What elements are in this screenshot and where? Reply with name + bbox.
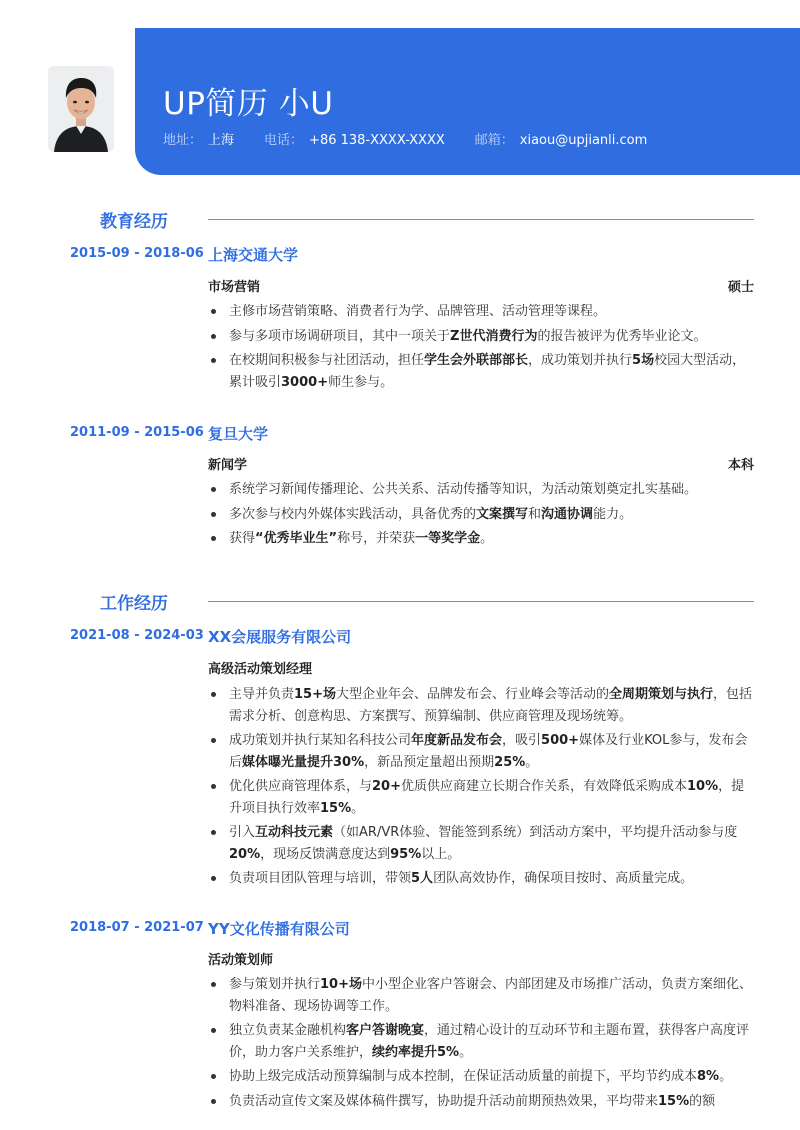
contact-email-value: xiaou@upjianli.com [519,133,648,148]
list-item: 负责项目团队管理与培训，带领5人团队高效协作，确保项目按时、高质量完成。 [208,868,756,890]
education-date: 2011-09 - 2015-06 [70,425,204,440]
major: 新闻学 [208,458,248,473]
education-section-title: 教育经历 [100,212,168,232]
work-date: 2018-07 - 2021-07 [70,920,204,935]
education-divider [208,219,754,220]
list-item: 在校期间积极参与社团活动，担任学生会外联部部长，成功策划并执行5场校园大型活动，累计吸引3000+师生参与。 [208,350,756,393]
education-date: 2015-09 - 2018-06 [70,246,204,261]
contact-phone-value: +86 138-XXXX-XXXX [309,133,445,148]
list-item: 成功策划并执行某知名科技公司年度新品发布会，吸引500+媒体及行业KOL参与，发布会后媒体曝光量提升30%，新品预定量超出预期25%。 [208,730,756,773]
contact-address-label: 地址： [163,133,203,148]
list-item: 引入互动科技元素（如AR/VR体验、智能签到系统）到活动方案中，平均提升活动参与度20%，现场反馈满意度达到95%以上。 [208,822,756,865]
work-divider [208,601,754,602]
job-title: 高级活动策划经理 [208,662,313,677]
job-title: 活动策划师 [208,953,274,968]
contact-email [475,129,648,148]
list-item: 优化供应商管理体系，与20+优质供应商建立长期合作关系，有效降低采购成本10%，提升项目执行效率15%。 [208,776,756,819]
work-bullets [208,684,756,893]
school-name: 复旦大学 [208,425,269,443]
contact-info [163,129,677,148]
list-item: 负责活动宣传文案及媒体稿件撰写，协助提升活动前期预热效果，平均带来15%的额 [208,1091,756,1113]
list-item: 参与策划并执行10+场中小型企业客户答谢会、内部团建及市场推广活动，负责方案细化、物料准备、现场协调等工作。 [208,974,756,1017]
contact-phone [264,129,445,148]
contact-address-value: 上海 [208,133,235,148]
company-name: YY文化传播有限公司 [208,920,350,938]
profile-photo [48,66,114,152]
list-item: 主导并负责15+场大型企业年会、品牌发布会、行业峰会等活动的全周期策划与执行，包括需求分析、创意构思、方案撰写、预算编制、供应商管理及现场统筹。 [208,684,756,727]
work-date: 2021-08 - 2024-03 [70,628,204,643]
list-item: 独立负责某金融机构客户答谢晚宴，通过精心设计的互动环节和主题布置，获得客户高度评价，助力客户关系维护，续约率提升5%。 [208,1020,756,1063]
education-bullets [208,479,756,553]
company-name: XX会展服务有限公司 [208,628,352,646]
list-item: 获得“优秀毕业生”称号，并荣获一等奖学金。 [208,528,756,550]
school-name: 上海交通大学 [208,246,299,264]
list-item: 系统学习新闻传播理论、公共关系、活动传播等知识，为活动策划奠定扎实基础。 [208,479,756,501]
contact-email-label: 邮箱： [474,133,514,148]
work-bullets [208,974,756,1115]
contact-address [163,129,234,148]
major: 市场营销 [208,280,261,295]
list-item: 多次参与校内外媒体实践活动，具备优秀的文案撰写和沟通协调能力。 [208,504,756,526]
list-item: 参与多项市场调研项目，其中一项关于Z世代消费行为的报告被评为优秀毕业论文。 [208,326,756,348]
list-item: 主修市场营销策略、消费者行为学、品牌管理、活动管理等课程。 [208,301,756,323]
list-item: 协助上级完成活动预算编制与成本控制，在保证活动质量的前提下，平均节约成本8%。 [208,1066,756,1088]
work-section-title: 工作经历 [100,594,168,614]
degree: 本科 [727,458,754,473]
education-bullets [208,301,756,396]
degree: 硕士 [727,280,754,295]
profile-photo-image [48,66,114,152]
contact-phone-label: 电话： [264,133,304,148]
candidate-name: UP简历 小U [163,86,334,122]
